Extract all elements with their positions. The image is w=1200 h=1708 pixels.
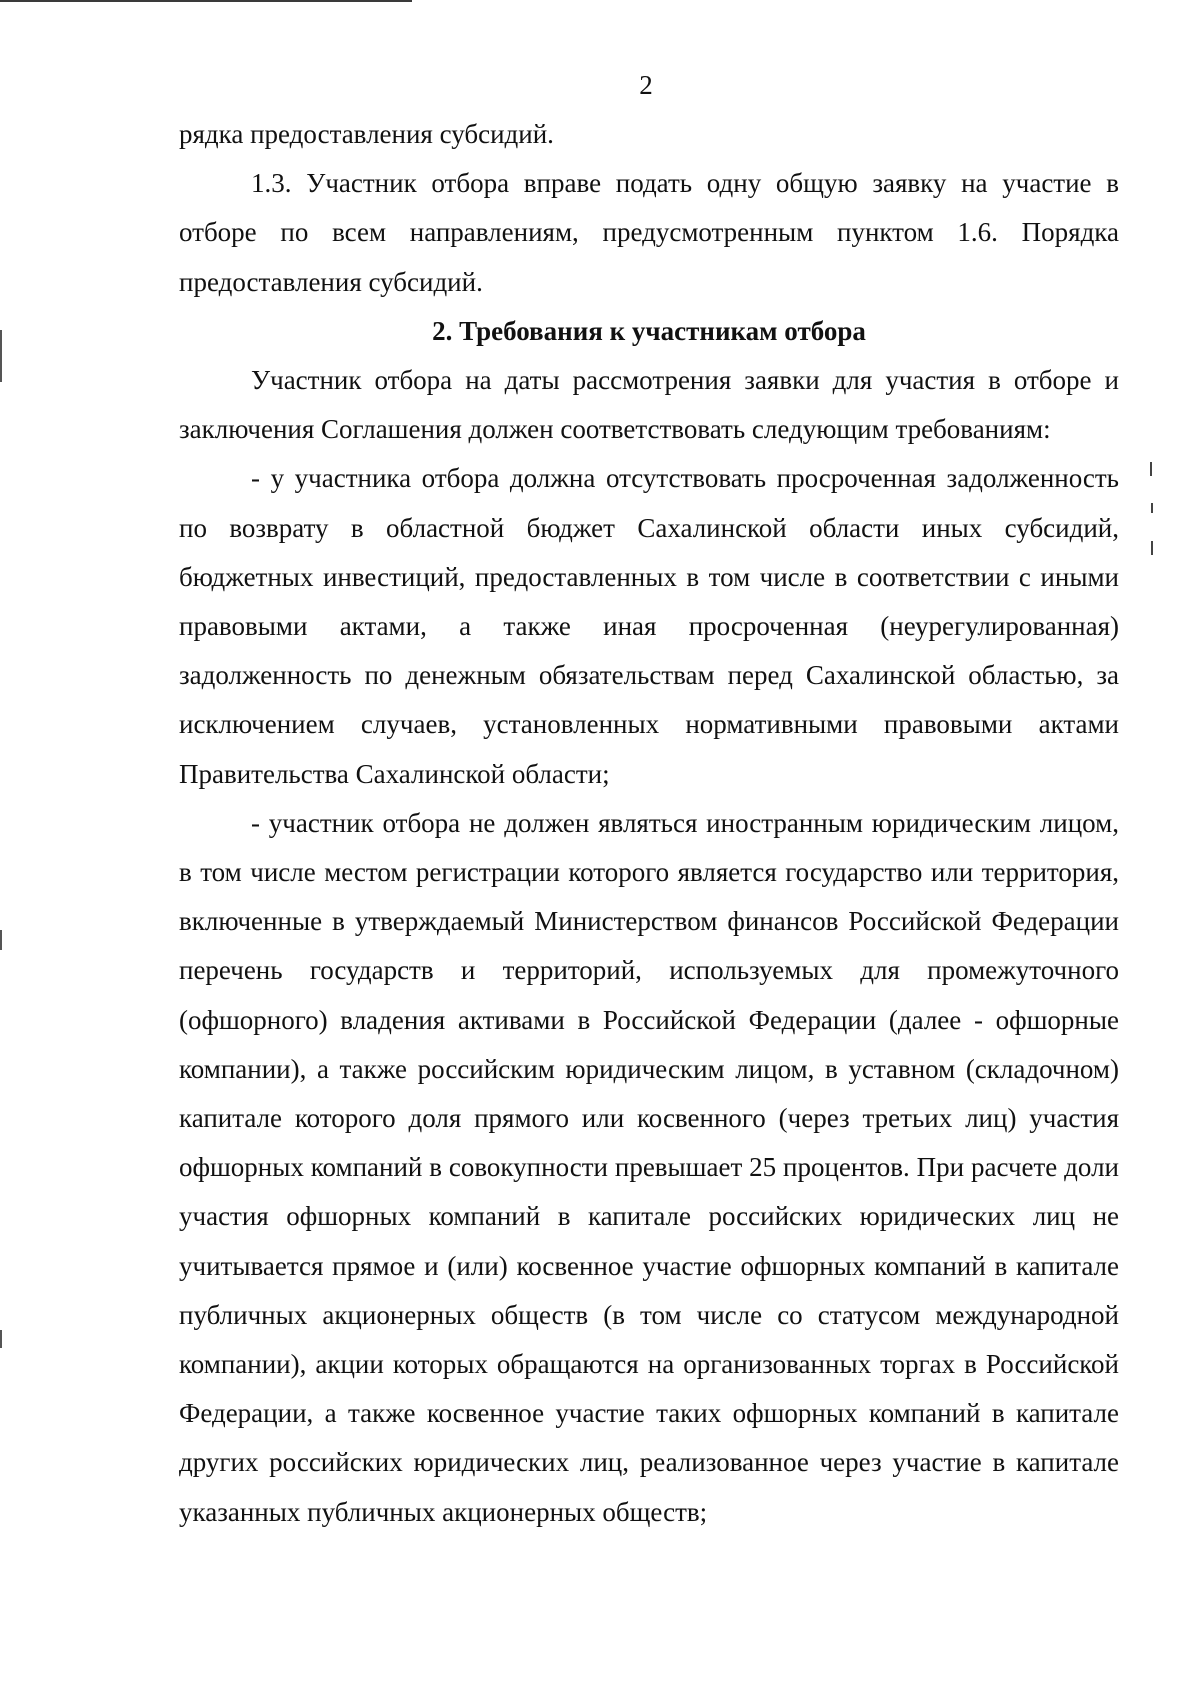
scan-speck [1151, 503, 1153, 513]
document-body [179, 110, 1119, 1537]
scan-edge-mark [0, 1330, 2, 1348]
paragraph: - у участника отбора должна отсутствовать просроченная задолженность по возврату в областной бюджет Сахалинской области иных субсидий, бюджетных инвестиций, предоставленных в том числе в соответствии с иными правовыми актами, а также иная просроченная (неурегулированная) задолженность по денежным обязательствам перед Сахалинской областью, за исключением случаев, установленных нормативными правовыми актами Правительства Сахалинской области; [179, 463, 1119, 789]
section-heading: 2. Требования к участникам отбора [432, 315, 866, 346]
page-number: 2 [639, 70, 653, 100]
paragraph: рядка предоставления субсидий. [179, 119, 554, 149]
scan-speck [1150, 462, 1152, 476]
scan-edge-mark [0, 330, 2, 382]
paragraph: Участник отбора на даты рассмотрения заявки для участия в отборе и заключения Соглашения должен соответствовать следующим требованиям: [179, 365, 1119, 445]
scan-speck [1151, 541, 1153, 555]
paragraph: 1.3. Участник отбора вправе подать одну общую заявку на участие в отборе по всем направлениям, предусмотренным пунктом 1.6. Порядка предоставления субсидий. [179, 168, 1119, 297]
paragraph: - участник отбора не должен являться иностранным юридическим лицом, в том числе местом регистрации которого является государство или территория, включенные в утверждаемый Министерством финансов Российской Федерации перечень государств и территорий, используемых для промежуточного (офшорного) владения активами в Российской Федерации (далее - офшорные компании), а также российским юридическим лицом, в уставном (складочном) капитале которого доля прямого или косвенного (через третьих лиц) участия офшорных компаний в совокупности превышает 25 процентов. При расчете доли участия офшорных компаний в капитале российских юридических лиц не учитывается прямое и (или) косвенное участие офшорных компаний в капитале публичных акционерных обществ (в том числе со статусом международной компании), акции которых обращаются на организованных торгах в Российской Федерации, а также косвенное участие таких офшорных компаний в капитале других российских юридических лиц, реализованное через участие в капитале указанных публичных акционерных обществ; [179, 807, 1119, 1527]
scan-top-rule [0, 0, 412, 2]
scan-edge-mark [0, 930, 2, 950]
